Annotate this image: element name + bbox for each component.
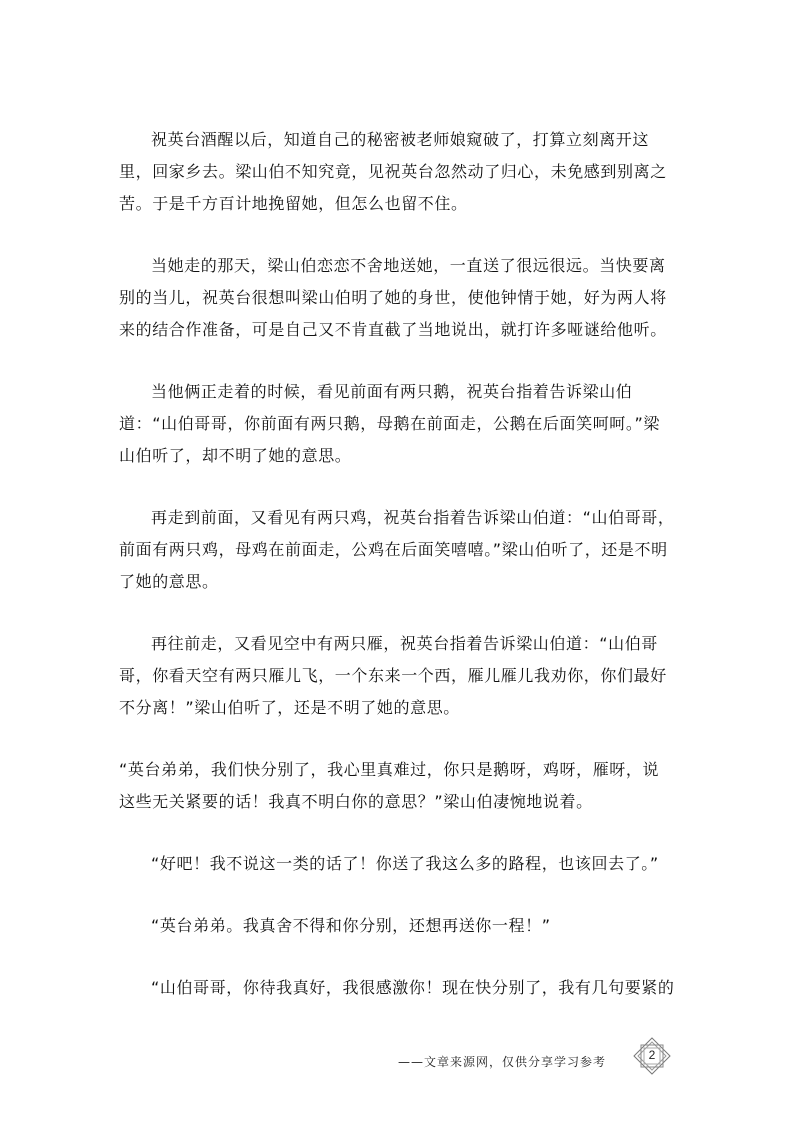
- paragraph-7: “好吧！我不说这一类的话了！你送了我这么多的路程，也该回去了。”: [151, 854, 659, 873]
- document-body: [119, 124, 675, 1004]
- paragraph-1: 祝英台酒醒以后，知道自己的秘密被老师娘窥破了，打算立刻离开这里，回家乡去。梁山伯不知究竟，见祝英台忽然动了归心，未免感到别离之苦。于是千方百计地挽留她，但怎么也留不住。: [119, 130, 667, 213]
- paragraph-3: 当他俩正走着的时候，看见前面有两只鹅，祝英台指着告诉梁山伯道：“山伯哥哥，你前面有两只鹅，母鹅在前面走，公鹅在后面笑呵呵。”梁山伯听了，却不明了她的意思。: [119, 382, 660, 465]
- footer-source-note: ——文章来源网，仅供分享学习参考: [398, 1055, 607, 1069]
- paragraph-9: “山伯哥哥，你待我真好，我很感激你！现在快分别了，我有几句要紧的: [151, 978, 675, 997]
- paragraph-4: 再走到前面，又看见有两只鸡，祝英台指着告诉梁山伯道：“山伯哥哥，前面有两只鸡，母鸡在前面走，公鸡在后面笑嘻嘻。”梁山伯听了，还是不明了她的意思。: [119, 508, 675, 591]
- page-number: 2: [648, 1048, 656, 1062]
- paragraph-8: “英台弟弟。我真舍不得和你分别，还想再送你一程！”: [151, 916, 551, 935]
- paragraph-2: 当她走的那天，梁山伯恋恋不舍地送她，一直送了很远很远。当快要离别的当儿，祝英台很想叫梁山伯明了她的身世，使他钟情于她，好为两人将来的结合作准备，可是自己又不肯直截了当地说出，就打许多哑谜给他听。: [119, 256, 667, 339]
- paragraph-6: “英台弟弟，我们快分别了，我心里真难过，你只是鹅呀，鸡呀，雁呀，说这些无关紧要的话！我真不明白你的意思？”梁山伯凄惋地说着。: [119, 760, 660, 811]
- paragraph-5: 再往前走，又看见空中有两只雁，祝英台指着告诉梁山伯道：“山伯哥哥，你看天空有两只雁儿飞，一个东来一个西，雁儿雁儿我劝你，你们最好不分离！”梁山伯听了，还是不明了她的意思。: [119, 634, 667, 717]
- page-number-badge: [632, 1036, 672, 1076]
